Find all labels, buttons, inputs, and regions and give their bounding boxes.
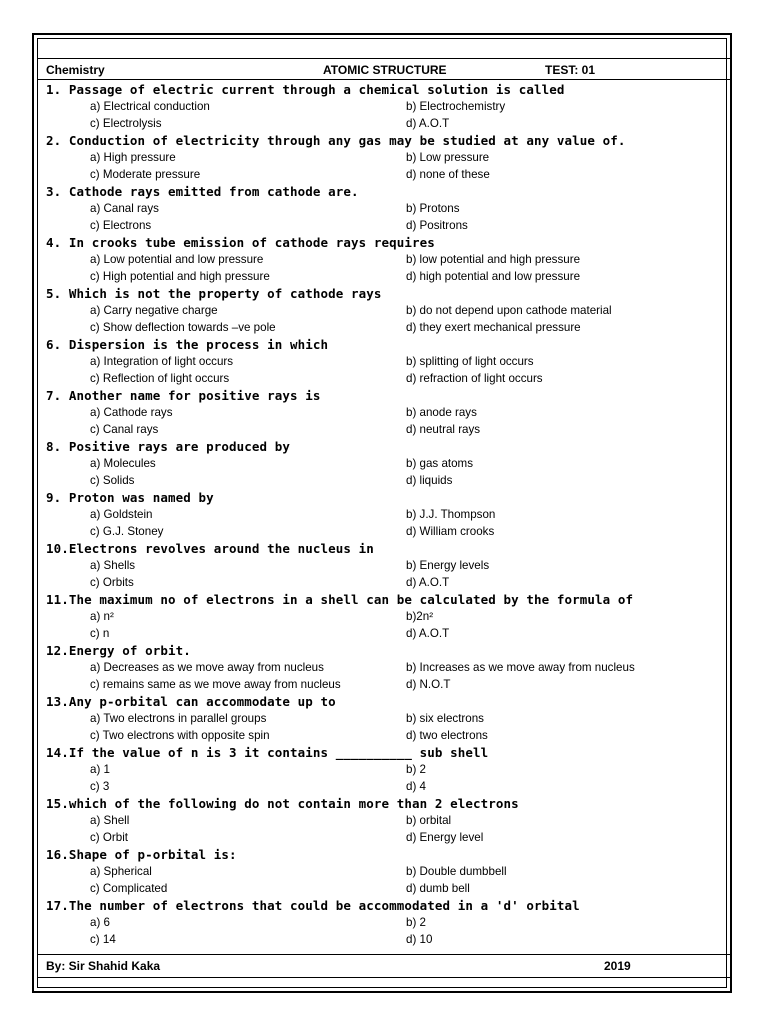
author-label: By: Sir Shahid Kaka bbox=[46, 959, 161, 973]
option-left: c) 14 bbox=[90, 933, 116, 946]
option-row bbox=[46, 115, 686, 132]
option-right: d) high potential and low pressure bbox=[406, 270, 581, 283]
option-right: d) 4 bbox=[406, 780, 426, 793]
option-right: d) none of these bbox=[406, 168, 490, 181]
option-right: b) Double dumbbell bbox=[406, 865, 507, 878]
option-left: a) Electrical conduction bbox=[90, 100, 210, 113]
option-right: d) neutral rays bbox=[406, 423, 481, 436]
option-right: d) they exert mechanical pressure bbox=[406, 321, 581, 334]
option-left: c) Electrons bbox=[90, 219, 152, 232]
question-list bbox=[46, 81, 686, 948]
subject-label: Chemistry bbox=[46, 63, 105, 77]
option-row bbox=[46, 659, 686, 676]
option-row bbox=[46, 778, 686, 795]
question-text: 17.The number of electrons that could be accommodated in a 'd' orbital bbox=[46, 898, 580, 913]
option-right: b) Protons bbox=[406, 202, 460, 215]
option-row bbox=[46, 455, 686, 472]
option-right: b) anode rays bbox=[406, 406, 477, 419]
test-number: TEST: 01 bbox=[545, 63, 596, 77]
header-bottom-rule bbox=[38, 79, 730, 80]
option-row bbox=[46, 217, 686, 234]
option-right: b) Low pressure bbox=[406, 151, 490, 164]
option-right: b) 2 bbox=[406, 763, 426, 776]
question-text: 10.Electrons revolves around the nucleus in bbox=[46, 541, 374, 556]
option-right: d) Positrons bbox=[406, 219, 468, 232]
option-row bbox=[46, 404, 686, 421]
option-left: c) Orbit bbox=[90, 831, 129, 844]
option-right: b) Electrochemistry bbox=[406, 100, 506, 113]
option-left: a) Low potential and low pressure bbox=[90, 253, 264, 266]
option-row bbox=[46, 931, 686, 948]
question-text: 7. Another name for positive rays is bbox=[46, 388, 321, 403]
question-text: 9. Proton was named by bbox=[46, 490, 214, 505]
option-right: d) William crooks bbox=[406, 525, 495, 538]
option-left: c) 3 bbox=[90, 780, 110, 793]
option-left: a) 1 bbox=[90, 763, 110, 776]
option-left: a) Integration of light occurs bbox=[90, 355, 234, 368]
option-right: d) refraction of light occurs bbox=[406, 372, 543, 385]
question-text: 12.Energy of orbit. bbox=[46, 643, 191, 658]
option-right: b) low potential and high pressure bbox=[406, 253, 581, 266]
question-text: 11.The maximum no of electrons in a shell can be calculated by the formula of bbox=[46, 592, 634, 607]
option-right: d) A.O.T bbox=[406, 117, 450, 130]
option-left: c) Moderate pressure bbox=[90, 168, 201, 181]
question-text: 15.which of the following do not contain more than 2 electrons bbox=[46, 796, 519, 811]
question-text: 8. Positive rays are produced by bbox=[46, 439, 291, 454]
option-row bbox=[46, 251, 686, 268]
option-left: a) Decreases as we move away from nucleus bbox=[90, 661, 324, 674]
option-left: c) Orbits bbox=[90, 576, 134, 589]
option-right: d) Energy level bbox=[406, 831, 484, 844]
option-row bbox=[46, 523, 686, 540]
option-right: d) A.O.T bbox=[406, 627, 450, 640]
question-text: 13.Any p-orbital can accommodate up to bbox=[46, 694, 336, 709]
option-row bbox=[46, 625, 686, 642]
option-left: c) G.J. Stoney bbox=[90, 525, 164, 538]
option-row bbox=[46, 574, 686, 591]
option-row bbox=[46, 319, 686, 336]
question-text: 14.If the value of n is 3 it contains __________ sub shell bbox=[46, 745, 489, 760]
option-row bbox=[46, 761, 686, 778]
option-left: c) Reflection of light occurs bbox=[90, 372, 230, 385]
option-right: b) do not depend upon cathode material bbox=[406, 304, 612, 317]
option-right: d) dumb bell bbox=[406, 882, 470, 895]
option-left: a) Cathode rays bbox=[90, 406, 173, 419]
option-row bbox=[46, 676, 686, 693]
question-text: 3. Cathode rays emitted from cathode are. bbox=[46, 184, 359, 199]
option-left: a) Molecules bbox=[90, 457, 156, 470]
question-text: 16.Shape of p-orbital is: bbox=[46, 847, 237, 862]
option-row bbox=[46, 200, 686, 217]
option-right: d) A.O.T bbox=[406, 576, 450, 589]
option-left: c) Solids bbox=[90, 474, 135, 487]
option-row bbox=[46, 710, 686, 727]
option-left: a) Canal rays bbox=[90, 202, 159, 215]
option-right: b) Increases as we move away from nucleus bbox=[406, 661, 635, 674]
header-top-rule bbox=[38, 58, 730, 59]
option-row bbox=[46, 353, 686, 370]
option-right: b) J.J. Thompson bbox=[406, 508, 496, 521]
option-row bbox=[46, 914, 686, 931]
option-right: b) six electrons bbox=[406, 712, 484, 725]
topic-title: ATOMIC STRUCTURE bbox=[323, 63, 447, 77]
option-left: a) Carry negative charge bbox=[90, 304, 218, 317]
option-left: c) Electrolysis bbox=[90, 117, 162, 130]
option-right: b) Energy levels bbox=[406, 559, 490, 572]
option-row bbox=[46, 880, 686, 897]
option-right: b) splitting of light occurs bbox=[406, 355, 534, 368]
option-row bbox=[46, 166, 686, 183]
option-left: a) High pressure bbox=[90, 151, 176, 164]
footer-bottom-rule bbox=[38, 977, 730, 978]
question-text: 4. In crooks tube emission of cathode rays requires bbox=[46, 235, 435, 250]
option-left: a) Goldstein bbox=[90, 508, 153, 521]
option-row bbox=[46, 557, 686, 574]
option-row bbox=[46, 98, 686, 115]
option-left: c) Two electrons with opposite spin bbox=[90, 729, 270, 742]
option-left: c) n bbox=[90, 627, 110, 640]
question-text: 6. Dispersion is the process in which bbox=[46, 337, 329, 352]
option-right: d) 10 bbox=[406, 933, 433, 946]
option-row bbox=[46, 608, 686, 625]
option-row bbox=[46, 149, 686, 166]
option-right: d) two electrons bbox=[406, 729, 488, 742]
option-row bbox=[46, 727, 686, 744]
option-right: b) 2 bbox=[406, 916, 426, 929]
option-row bbox=[46, 421, 686, 438]
option-left: c) Show deflection towards –ve pole bbox=[90, 321, 276, 334]
option-row bbox=[46, 370, 686, 387]
question-text: 1. Passage of electric current through a chemical solution is called bbox=[46, 82, 565, 97]
option-left: c) Canal rays bbox=[90, 423, 159, 436]
question-text: 2. Conduction of electricity through any gas may be studied at any value of. bbox=[46, 133, 626, 148]
option-right: d) N.O.T bbox=[406, 678, 451, 691]
option-row bbox=[46, 812, 686, 829]
option-left: c) High potential and high pressure bbox=[90, 270, 270, 283]
option-row bbox=[46, 268, 686, 285]
question-text: 5. Which is not the property of cathode rays bbox=[46, 286, 382, 301]
option-left: a) Spherical bbox=[90, 865, 152, 878]
option-left: a) Two electrons in parallel groups bbox=[90, 712, 267, 725]
option-left: c) remains same as we move away from nucleus bbox=[90, 678, 341, 691]
option-row bbox=[46, 472, 686, 489]
option-left: a) Shells bbox=[90, 559, 136, 572]
option-left: a) Shell bbox=[90, 814, 130, 827]
option-row bbox=[46, 302, 686, 319]
option-right: d) liquids bbox=[406, 474, 453, 487]
option-right: b) orbital bbox=[406, 814, 452, 827]
option-row bbox=[46, 829, 686, 846]
option-right: b) gas atoms bbox=[406, 457, 474, 470]
option-left: c) Complicated bbox=[90, 882, 168, 895]
option-row bbox=[46, 863, 686, 880]
option-row bbox=[46, 506, 686, 523]
option-left: a) 6 bbox=[90, 916, 110, 929]
option-right: b)2n² bbox=[406, 610, 434, 623]
year-label: 2019 bbox=[604, 959, 631, 973]
footer-top-rule bbox=[38, 954, 730, 955]
option-left: a) n² bbox=[90, 610, 114, 623]
